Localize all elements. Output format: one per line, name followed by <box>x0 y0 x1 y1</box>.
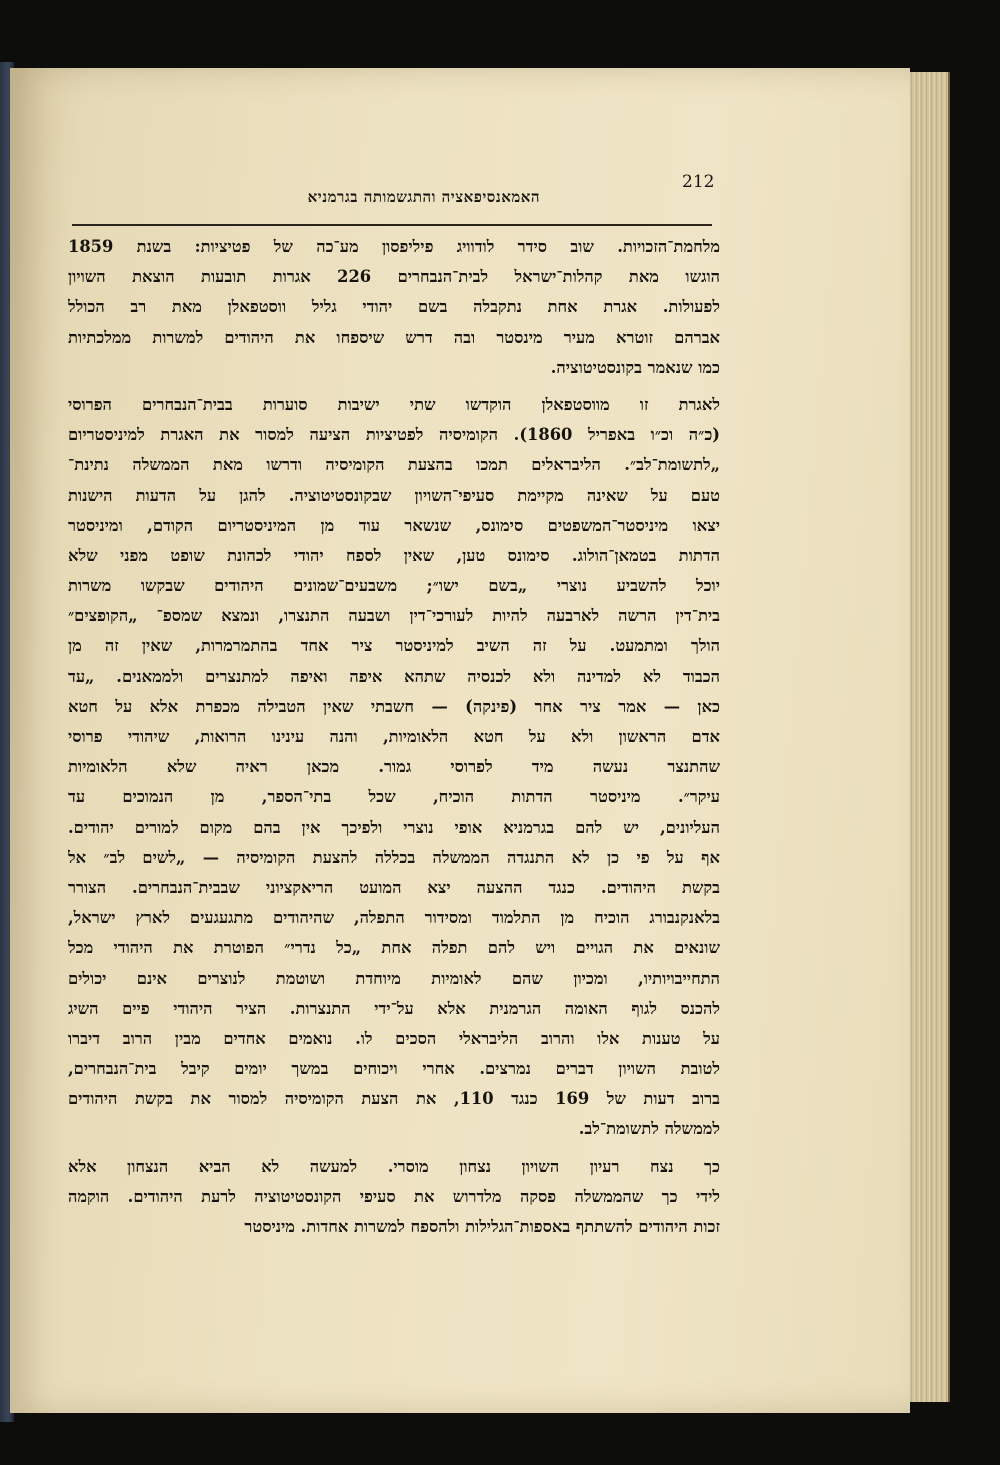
text-line: לממשלה לתשומת־לב. <box>578 1119 720 1139</box>
text-line: אברהם זוטרא מעיר מינסטר ובה דרש שיספחו את היהודים למשרות ממלכתיות <box>68 327 720 347</box>
text-line: ברוב דעות של 169 כנגד 110, את הצעת הקומיסיה למסור את בקשת היהודים <box>68 1089 720 1109</box>
paragraph-gap <box>68 1145 720 1152</box>
text-line: על טענות אלו והרוב הליבראלי הסכים לו. נואמים אחדים מבין הרוב דיברו <box>68 1028 720 1048</box>
text-line: לפעולות. אגרת אחת נתקבלה בשם יהודי גליל ווסטפאלן מאת רב הכולל <box>68 297 720 317</box>
text-line: הדתות בטמאן־הולוג. סימונס טען, שאין לספח יהודי לכהונת שופט מפני שלא <box>68 545 720 565</box>
page-number: 212 <box>682 172 715 192</box>
text-line: כך נצח רעיון השויון נצחון מוסרי. למעשה לא הביא הנצחון אלא <box>68 1156 720 1176</box>
header-rule <box>72 224 712 226</box>
text-line: לידי כך שהממשלה פסקה מלדרוש את סעיפי הקונסטיטוציה לרעת היהודים. הוקמה <box>68 1186 720 1206</box>
text-line: שהתנצר נעשה מיד לפרוסי גמור. מכאן ראיה שלא הלאומיות <box>68 757 720 777</box>
text-line: בלאנקנבורג הוכיח מן התלמוד ומסידור התפלה, שהיהודים מתגעגעים לארץ ישראל, <box>68 908 720 928</box>
text-line: מלחמת־הזכויות. שוב סידר לודוויג פיליפסון מע־כה של פטיציות: בשנת 1859 <box>68 237 720 256</box>
text-line: זכות היהודים להשתתף באספות־הגלילות ולהספח למשרות אחדות. מיניסטר <box>244 1217 720 1236</box>
text-line: יוכל להשביע נוצרי „בשם ישו״; משבעים־שמונים היהודים שבקשו משרות <box>68 576 720 596</box>
text-line: אדם הראשון ולא על חטא הלאומיות, והנה עינינו הרואות, שיהודי פרוסי <box>68 727 720 746</box>
paragraph <box>68 232 720 383</box>
body-text <box>68 232 720 1242</box>
text-line: שונאים את הגויים ויש להם תפלה אחת „כל נדרי״ הפוטרת את היהודי מכל <box>68 938 720 958</box>
paragraph-gap <box>68 383 720 390</box>
text-line: העליונים, יש להם בגרמניא אופי נוצרי ולפיכך אין בהם מקום למורים יהודים. <box>68 817 720 837</box>
paragraph <box>68 1152 720 1243</box>
text-line: בקשת היהודים. כנגד ההצעה יצא המועט הריאקציוני שבבית־הנבחרים. הצורר <box>68 877 720 897</box>
text-line: כאן — אמר ציר אחר (פינקה) — חשבתי שאין הטבילה מכפרת אלא על חטא <box>68 696 720 716</box>
text-line: הוגשו מאת קהלות־ישראל לבית־הנבחרים 226 אגרות תובעות הוצאת השויון <box>68 267 720 287</box>
text-line: טעם על שאינה מקיימת סעיפי־השויון שבקונסטיטוציה. להגן על הדעות הישנות <box>68 485 720 505</box>
text-line: (כ״ה וכ״ו באפריל 1860). הקומיסיה לפטיציות הציעה למסור את האגרת למיניסטריום <box>68 425 720 445</box>
text-line: יצאו מיניסטר־המשפטים סימונס, שנשאר עוד מן המיניסטריום הקודם, ומיניסטר <box>68 515 720 535</box>
text-line: עיקר״. מיניסטר הדתות הוכיח, שכל בתי־הספר, מן הנמוכים עד <box>68 787 720 807</box>
running-title: האמאנסיפאציה והתגשמותה בגרמניא <box>307 188 540 206</box>
text-line: בית־דין הרשה לארבעה להיות לעורכי־דין ושבעה התנצרו, ונמצא שמספ־ „הקופצים״ <box>68 606 720 626</box>
text-line: לאגרת זו מווסטפאלן הוקדשו שתי ישיבות סוערות בבית־הנבחרים הפרוסי <box>68 394 720 414</box>
text-line: הכבוד לא למדינה ולא לכנסיה שתהא איפה ואיפה למתנצרים ולממאנים. „עד <box>68 666 720 686</box>
text-line: כמו שנאמר בקונסטיטוציה. <box>550 357 720 377</box>
paragraph <box>68 390 720 1145</box>
text-line: „לתשומת־לב״. הליבראלים תמכו בהצעת הקומיסיה ודרשו מאת הממשלה נתינת־ <box>68 455 720 475</box>
text-line: לטובת השויון דברים נמרצים. אחרי ויכוחים במשך יומים קיבל בית־הנבחרים, <box>68 1059 720 1079</box>
text-line: להכנס לגוף האומה הגרמנית אלא על־ידי התנצרות. הציר היהודי פיים השיג <box>68 998 720 1018</box>
text-line: התחייבויותיו, ומכיון שהם לאומיות מיוחדת ושוטמת לנוצרים אינם יכולים <box>68 968 720 988</box>
page-header <box>70 168 720 212</box>
text-line: אף על פי כן לא התנגדה הממשלה בכללה להצעת הקומיסיה — „לשים לב״ אל <box>68 847 720 867</box>
text-line: הולך ומתמעט. על זה השיב למיניסטר ציר אחד בהתמרמרות, שאין זה מן <box>68 636 720 656</box>
